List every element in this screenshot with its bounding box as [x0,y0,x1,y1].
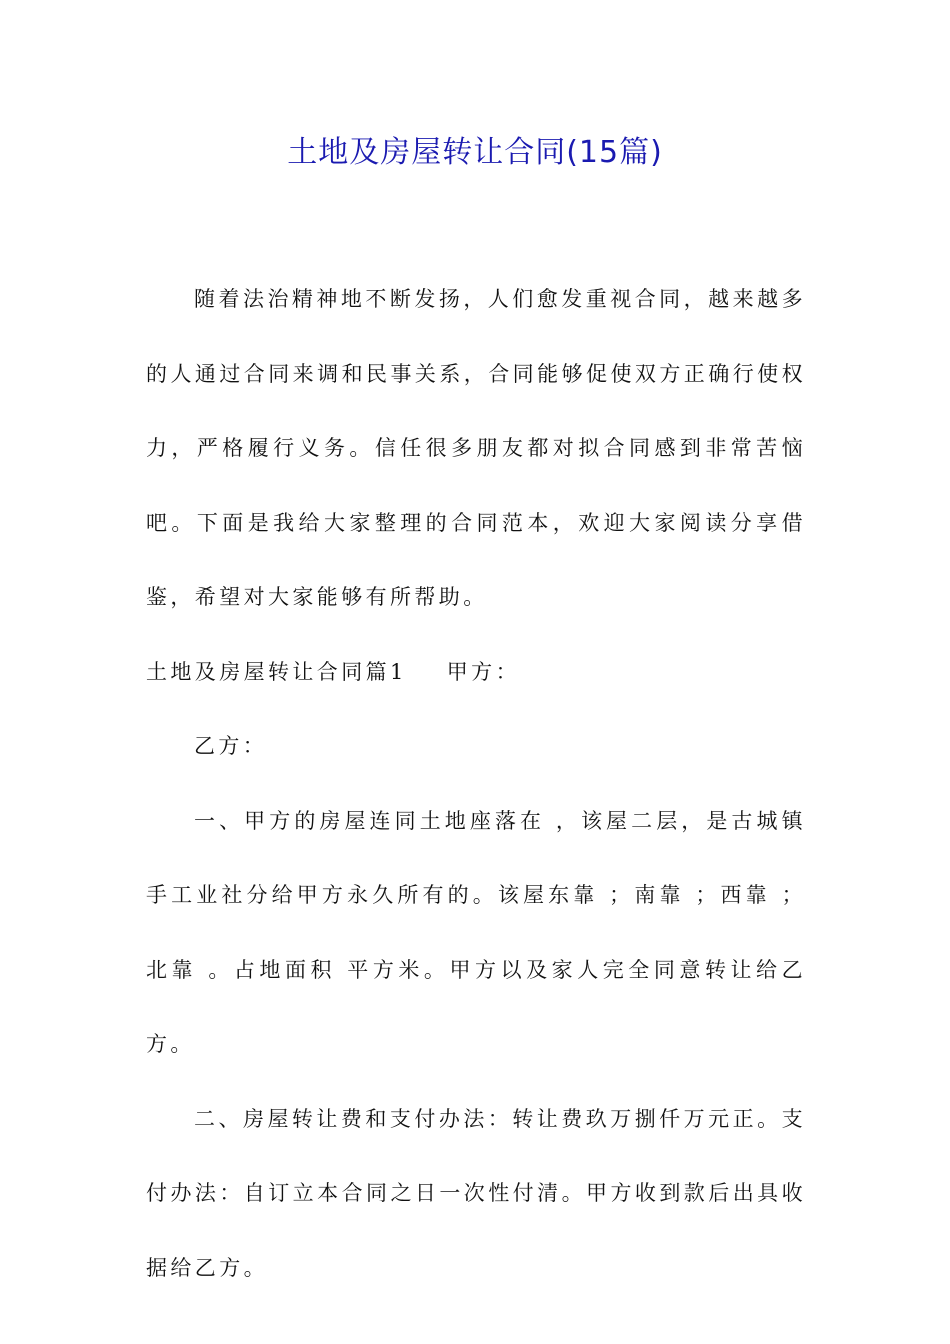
party-a-label: 甲方： [446,659,520,684]
document-body [146,262,806,1305]
intro-paragraph: 随着法治精神地不断发扬，人们愈发重视合同，越来越多的人通过合同来调和民事关系，合同能够促使双方正确行使权力，严格履行义务。信任很多朋友都对拟合同感到非常苦恼吧。下面是我给大家整理的合同范本，欢迎大家阅读分享借鉴，希望对大家能够有所帮助。 [146,287,806,609]
clause-2-paragraph: 二、房屋转让费和支付办法：转让费玖万捌仟万元正。支付办法：自订立本合同之日一次性付清。甲方收到款后出具收据给乙方。 [146,1106,806,1280]
document-title: 土地及房屋转让合同(15篇) [287,135,663,170]
party-b-label: 乙方： [194,734,268,758]
section-heading-line [146,635,806,710]
clause-1-paragraph: 一、甲方的房屋连同土地座落在 ，该屋二层，是古城镇手工业社分给甲方永久所有的。该屋东靠 ；南靠 ；西靠 ；北靠 。占地面积 平方米。甲方以及家人完全同意转让给乙方。 [146,808,806,1056]
section-heading: 土地及房屋转让合同篇1 [146,659,407,684]
